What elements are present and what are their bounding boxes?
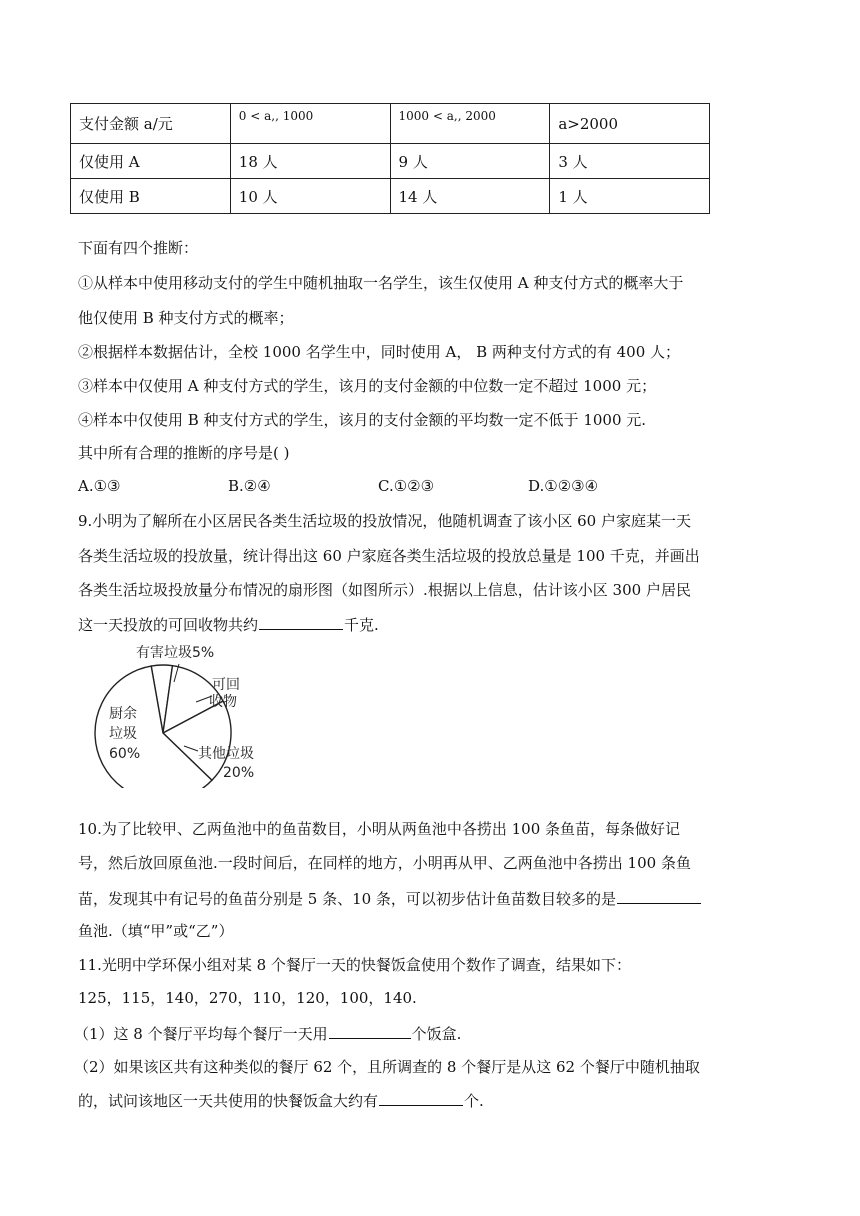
table-cell: 仅使用 A <box>71 144 231 179</box>
q8-statement-2: ②根据样本数据估计，全校 1000 名学生中，同时使用 A， B 两种支付方式的有 400 人； <box>78 343 681 361</box>
table-cell: 1 人 <box>550 179 710 214</box>
pie-label-other-2: 20% <box>223 765 255 781</box>
q9-unit: 千克. <box>344 616 379 634</box>
option-c: C.①②③ <box>378 477 435 495</box>
table-cell: 14 人 <box>390 179 550 214</box>
q9-text: 这一天投放的可回收物共约 <box>78 616 259 634</box>
q10-line-2: 号，然后放回原鱼池.一段时间后，在同样的地方，小明再从甲、乙两鱼池中各捞出 100 条鱼 <box>78 854 691 872</box>
table-cell: 支付金额 a/元 <box>71 104 231 144</box>
table-row <box>71 179 710 214</box>
table-cell: 1000 < a,, 2000 <box>390 104 550 144</box>
q8-statement-1: ①从样本中使用移动支付的学生中随机抽取一名学生，该生仅使用 A 种支付方式的概率大于 <box>78 274 684 292</box>
q8-statement-1-cont: 他仅使用 B 种支付方式的概率； <box>78 309 294 327</box>
q8-statement-3: ③样本中仅使用 A 种支付方式的学生，该月的支付金额的中位数一定不超过 1000 元； <box>78 377 657 395</box>
pie-label-kitchen-3: 60% <box>109 746 141 762</box>
q8-question: 其中所有合理的推断的序号是( ) <box>78 444 290 462</box>
q11-part-1-text: （1）这 8 个餐厅平均每个餐厅一天用 <box>74 1025 328 1043</box>
table-cell: 9 人 <box>390 144 550 179</box>
table-cell: 10 人 <box>230 179 390 214</box>
answer-blank[interactable] <box>379 1089 463 1106</box>
pie-label-kitchen: 厨余 <box>109 706 137 722</box>
table-cell: 18 人 <box>230 144 390 179</box>
table-cell: a>2000 <box>550 104 710 144</box>
pie-chart <box>88 638 308 788</box>
q9-line-1: 9.小明为了解所在小区居民各类生活垃圾的投放情况，他随机调查了该小区 60 户家庭某一天 <box>78 512 691 530</box>
q9-line-3: 各类生活垃圾投放量分布情况的扇形图（如图所示）.根据以上信息，估计该小区 300 户居民 <box>78 581 691 599</box>
q11-part-2-cont <box>78 1089 484 1111</box>
pie-label-recyclable-2: 收物 <box>209 694 237 710</box>
table-cell: 0 < a,, 1000 <box>230 104 390 144</box>
q10-line-3 <box>78 887 702 909</box>
q10-line-4: 鱼池.（填“甲”或“乙”） <box>78 922 234 940</box>
q9-line-4 <box>78 613 379 635</box>
table-cell: 3 人 <box>550 144 710 179</box>
option-a: A.①③ <box>78 477 121 495</box>
q8-intro: 下面有四个推断： <box>78 239 199 257</box>
q11-part-2-unit: 个. <box>464 1092 484 1110</box>
q11-data: 125，115，140，270，110，120，100，140. <box>78 989 417 1007</box>
table-cell: 仅使用 B <box>71 179 231 214</box>
payment-table <box>70 103 710 214</box>
q11-part-1-unit: 个饭盒. <box>411 1025 462 1043</box>
q9-line-2: 各类生活垃圾的投放量，统计得出这 60 户家庭各类生活垃圾的投放总量是 100 千克，并画出 <box>78 547 700 565</box>
pie-label-kitchen-2: 垃圾 <box>109 726 137 742</box>
answer-blank[interactable] <box>329 1022 411 1039</box>
table-header-row <box>71 104 710 144</box>
q11-part-2: （2）如果该区共有这种类似的餐厅 62 个，且所调查的 8 个餐厅是从这 62 个餐厅中随机抽取 <box>74 1058 700 1076</box>
pie-label-other: 其他垃圾 <box>198 746 254 762</box>
answer-blank[interactable] <box>617 887 701 904</box>
option-d: D.①②③④ <box>528 477 599 495</box>
answer-blank[interactable] <box>259 613 343 630</box>
option-b: B.②④ <box>228 477 271 495</box>
table-row <box>71 144 710 179</box>
pie-label-recyclable: 可回 <box>212 677 240 693</box>
q11-part-1 <box>74 1022 461 1044</box>
q8-options <box>78 477 778 499</box>
pie-label-harmful: 有害垃圾5% <box>136 645 215 661</box>
q10-line-1: 10.为了比较甲、乙两鱼池中的鱼苗数目，小明从两鱼池中各捞出 100 条鱼苗，每条做好记 <box>78 820 681 838</box>
q11-part-2-text: 的，试问该地区一天共使用的快餐饭盒大约有 <box>78 1092 379 1110</box>
q8-statement-4: ④样本中仅使用 B 种支付方式的学生，该月的支付金额的平均数一定不低于 1000 元. <box>78 411 647 429</box>
q10-text: 苗，发现其中有记号的鱼苗分别是 5 条、10 条，可以初步估计鱼苗数目较多的是 <box>78 890 616 908</box>
q11-line-1: 11.光明中学环保小组对某 8 个餐厅一天的快餐饭盒使用个数作了调查，结果如下： <box>78 956 631 974</box>
